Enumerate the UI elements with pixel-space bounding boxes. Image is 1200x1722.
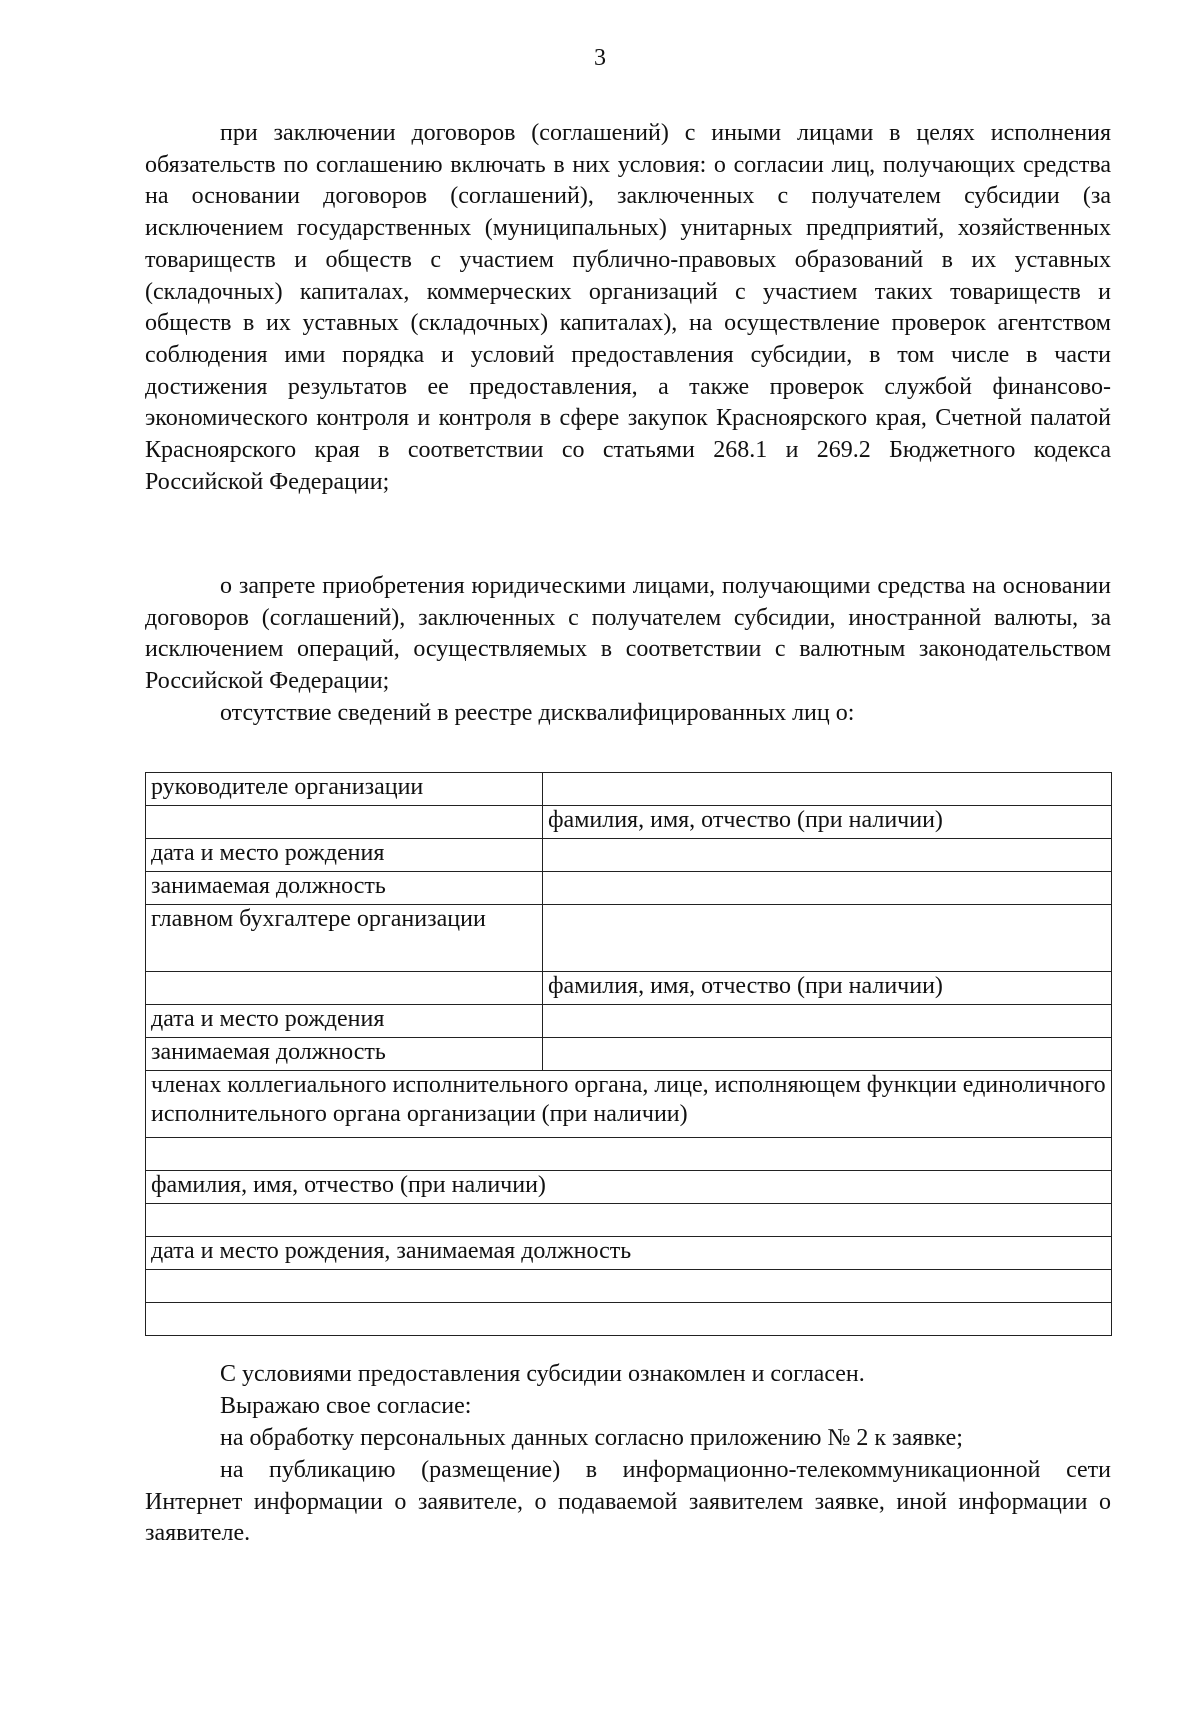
table-row [146, 1237, 1112, 1270]
head-fio-hint: фамилия, имя, отчество (при наличии) [543, 806, 1112, 839]
head-birth-value-cell[interactable] [543, 839, 1112, 872]
board-value-cell[interactable] [146, 1138, 1112, 1171]
accountant-birth-label: дата и место рождения [146, 1005, 543, 1038]
accountant-position-value-cell[interactable] [543, 1038, 1112, 1071]
conditions-agreement: С условиями предоставления субсидии ознакомлен и согласен. [220, 1361, 865, 1387]
consent-personal-data: на обработку персональных данных согласно приложению № 2 к заявке; [220, 1425, 963, 1451]
head-birth-label: дата и место рождения [146, 839, 543, 872]
disqualified-persons-table [145, 772, 1112, 1336]
page-number: 3 [594, 45, 606, 71]
board-fio-hint: фамилия, имя, отчество (при наличии) [146, 1171, 1112, 1204]
table-row [146, 872, 1112, 905]
table-row [146, 1171, 1112, 1204]
paragraph-disqualified-registry: отсутствие сведений в реестре дисквалифицированных лиц о: [220, 700, 855, 726]
table-row [146, 1270, 1112, 1303]
table-row [146, 1071, 1112, 1138]
table-row [146, 1005, 1112, 1038]
table-row [146, 1038, 1112, 1071]
table-row [146, 972, 1112, 1005]
table-row [146, 839, 1112, 872]
table-row [146, 1204, 1112, 1237]
accountant-position-label: занимаемая должность [146, 1038, 543, 1071]
table-row [146, 806, 1112, 839]
paragraph-contract-conditions: при заключении договоров (соглашений) с иными лицами в целях исполнения обязательств по соглашению включать в них условия: о согласии лиц, получающих средства на основании договоров (соглашений), заключенных с получателем субсидии (за исключением государственных (муниципальных) унитарных предприятий, хозяйственных товариществ и обществ с участием публично-правовых образований в их уставных (складочных) капиталах, коммерческих организаций с участием таких товариществ и обществ в их уставных (складочных) капиталах), на осуществление проверок агентством соблюдения ими порядка и условий предоставления субсидии, в том числе в части достижения результатов ее предоставления, а также проверок службой финансово-экономического контроля и контроля в сфере закупок Красноярского края, Счетной палатой Красноярского края в соответствии со статьями 268.1 и 269.2 Бюджетного кодекса Российской Федерации; [145, 120, 1111, 495]
chief-accountant-value-cell[interactable] [543, 905, 1112, 972]
paragraph-currency-ban: о запрете приобретения юридическими лицами, получающими средства на основании договоров (соглашений), заключенных с получателем субсидии, иностранной валюты, за исключением операций, осуществляемых в соответствии с валютным законодательством Российской Федерации; [145, 573, 1111, 695]
chief-accountant-label: главном бухгалтере организации [146, 905, 543, 972]
table-row [146, 773, 1112, 806]
board-fio-value-cell[interactable] [146, 1204, 1112, 1237]
board-birth-position-label: дата и место рождения, занимаемая должность [146, 1237, 1112, 1270]
board-position-value-cell[interactable] [146, 1303, 1112, 1336]
head-position-value-cell[interactable] [543, 872, 1112, 905]
consent-publication: на публикацию (размещение) в информационно-телекоммуникационной сети Интернет информации о заявителе, о подаваемой заявителем заявке, иной информации о заявителе. [145, 1457, 1111, 1547]
head-label: руководителе организации [146, 773, 543, 806]
table-row [146, 1138, 1112, 1171]
accountant-fio-hint: фамилия, имя, отчество (при наличии) [543, 972, 1112, 1005]
empty-cell [146, 972, 543, 1005]
head-value-cell[interactable] [543, 773, 1112, 806]
table-row [146, 1303, 1112, 1336]
consent-heading: Выражаю свое согласие: [220, 1393, 472, 1419]
empty-cell [146, 806, 543, 839]
board-members-label: членах коллегиального исполнительного органа, лице, исполняющем функции единоличного исполнительного органа организации (при наличии) [146, 1071, 1112, 1138]
board-birth-value-cell[interactable] [146, 1270, 1112, 1303]
table-row [146, 905, 1112, 972]
head-position-label: занимаемая должность [146, 872, 543, 905]
accountant-birth-value-cell[interactable] [543, 1005, 1112, 1038]
